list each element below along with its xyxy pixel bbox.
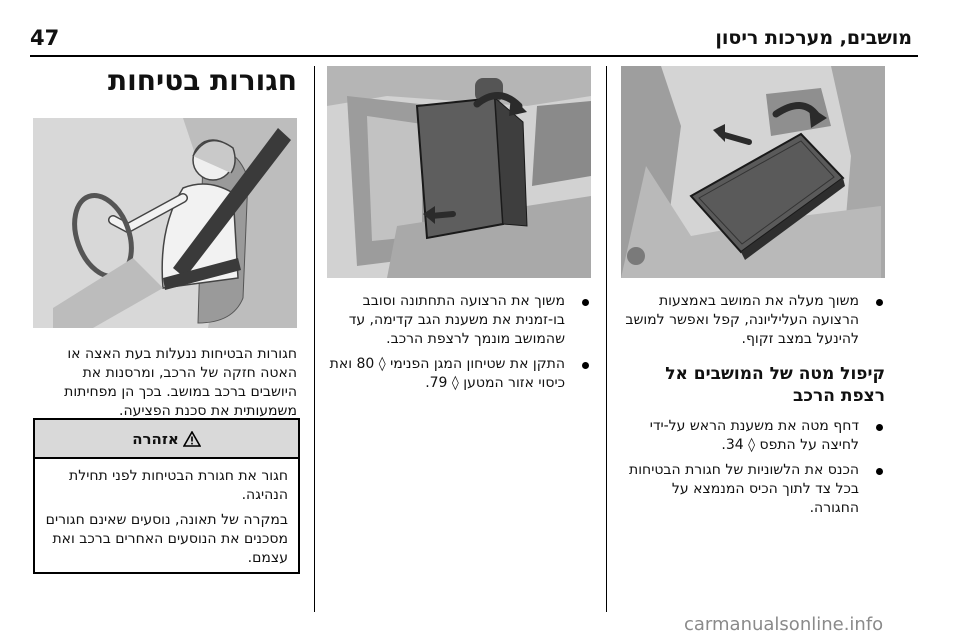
- list-item: [623, 292, 885, 349]
- warning-body: [35, 459, 298, 568]
- bullet-icon: [582, 299, 589, 306]
- watermark: carmanualsonline.info: [684, 614, 884, 635]
- warning-title: אזהרה: [132, 429, 179, 448]
- section-title: חגורות בטיחות: [107, 64, 297, 97]
- bullet-icon: [876, 468, 883, 475]
- middle-column: [329, 292, 591, 399]
- list-item-text: הכנס את הלשוניות של חגורת הבטיחות בכל צד לתוך הכיס המנמצא על החגורה.: [629, 462, 859, 516]
- warning-triangle-icon: [183, 431, 201, 447]
- list-item-text: משוך את הרצועה התחתונה וסובב בו-זמנית את משענת הגב קדימה, עד שהמושב מונמך לרצפת הרכב.: [348, 293, 565, 347]
- list-item: [329, 292, 591, 349]
- list-item: [329, 355, 591, 393]
- column-divider-left: [314, 66, 315, 612]
- list-item: [623, 417, 885, 455]
- header-rule: [30, 55, 918, 57]
- seat-belt-driver-illustration: [33, 118, 297, 328]
- column-divider-right: [606, 66, 607, 612]
- bullet-icon: [876, 299, 883, 306]
- bullet-icon: [876, 424, 883, 431]
- left-column: [623, 292, 885, 524]
- warning-paragraph: חגור את חגורת הבטיחות לפני תחילת הנהיגה.: [69, 468, 288, 503]
- warning-box: [33, 418, 300, 574]
- seat-fold-up-illustration: [621, 66, 885, 278]
- page-number: 47: [30, 26, 60, 50]
- bullet-icon: [582, 362, 589, 369]
- list-item: [623, 461, 885, 518]
- subheading: קיפול מטה של המושבים אל רצפת הרכב: [665, 364, 885, 406]
- list-item-text: משוך מעלה את המושב באמצעות הרצועה העליליונה, קפל ואפשר למושב להינעל במצב זקוף.: [625, 293, 859, 347]
- warning-header: [35, 420, 298, 459]
- body-paragraph: חגורות הבטיחות ננעלות בעת האצה או האטה חזקה של הרכב, ומרסנות את היושבים ברכב במושב. בכך הן מפחיתות משמעותית את סכנת הפציעה.: [64, 346, 297, 419]
- seat-lower-illustration: [327, 66, 591, 278]
- list-item-text: דחף מטה את משענת הראש על-ידי לחיצה על התפס ◊ 34.: [649, 418, 859, 453]
- page-header-title: מושבים, מערכות ריסון: [715, 27, 912, 49]
- right-column-body: [33, 345, 297, 421]
- warning-paragraph: במקרה של תאונה, נוסעים שאינם חגורים מסכנים את הנוסעים האחרים ברכב ואת עצמם.: [45, 512, 288, 566]
- list-item-text: התקן את שטיחון המגן הפנימי ◊ 80 ואת כיסוי אזור המטען ◊ 79.: [329, 356, 565, 391]
